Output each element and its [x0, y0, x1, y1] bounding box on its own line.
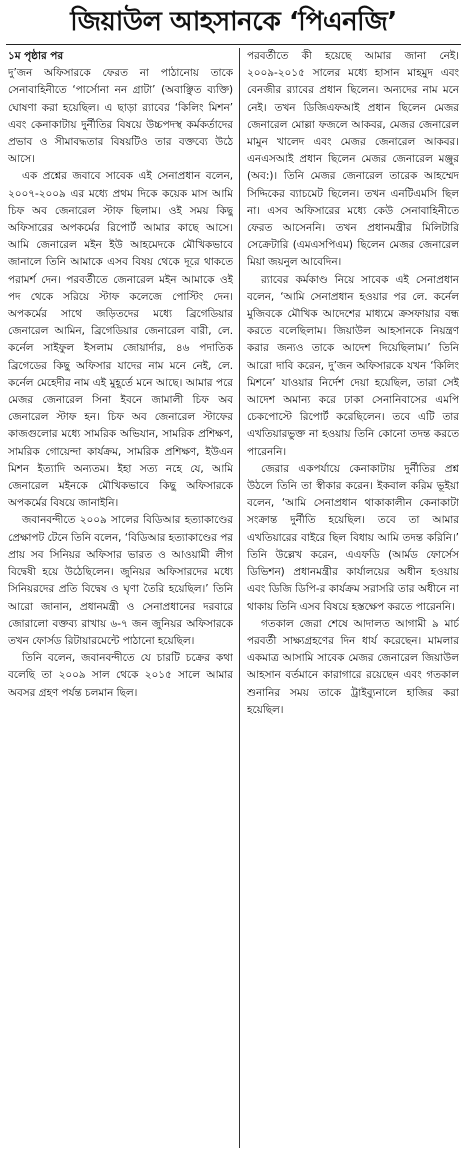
column-divider	[239, 48, 240, 1148]
paragraph: র‍্যাবের কর্মকাণ্ড নিয়ে সাবেক এই সেনাপ্রধান বলেন, ‘আমি সেনাপ্রধান হওয়ার পর লে. কর্নেল মুজিবকে মৌখিক আদেশের মাধ্যমে ক্রসফায়ার বন্ধ করতে বলেছিলাম। জিয়াউল আহসানকে নিয়ন্ত্রণ করার জন্যও তাকে আদেশ দিয়েছিলাম।’ তিনি আরো দাবি করেন, দু’জন অফিসারকে যখন ‘কিলিং মিশনে’ যাওয়ার নির্দেশ দেয়া হয়েছিল, তারা সেই আদেশ অমান্য করে ঢাকা সেনানিবাসের এমপি চেকপোস্টে রিপোর্ট করেছিলেন। তবে এটি তার এখতিয়ারভুক্ত না হওয়ায় তিনি কোনো তদন্ত করতে পারেননি।	[247, 273, 459, 458]
article-column-left	[8, 48, 233, 1153]
paragraph: জবানবন্দীতে ২০০৯ সালের বিডিআর হত্যাকাণ্ডের প্রেক্ষাপট টেনে তিনি বলেন, ‘বিডিআর হত্যাকাণ্ডের পর প্রায় সব সিনিয়র অফিসার ভারত ও আওয়ামী লীগ বিদ্বেষী হয়ে উঠেছিলেন। জুনিয়র অফিসারদের মধ্যে সিনিয়রদের প্রতি বিদ্বেষ ও ঘৃণা তৈরি হয়েছিল।’ তিনি আরো জানান, প্রধানমন্ত্রী ও সেনাপ্রধানের দরবারে জোরালো বক্তব্য রাখায় ৬-৭ জন জুনিয়র অফিসারকে তখন ফোর্সড রিটায়ারমেন্টে পাঠানো হয়েছিল।	[8, 514, 233, 647]
paragraph: গতকাল জেরা শেষে আদালত আগামী ৯ মার্চ পরবর্তী সাক্ষ্যগ্রহণের দিন ধার্য করেছেন। মামলার একমাত্র আসামি সাবেক মেজর জেনারেল জিয়াউল আহসান বর্তমানে কারাগারে রয়েছেন এবং গতকাল শুনানির সময় তাকে ট্রাইব্যুনালে হাজির করা হয়েছিল।	[247, 617, 459, 716]
paragraph	[8, 48, 233, 168]
paragraph: এক প্রশ্নের জবাবে সাবেক এই সেনাপ্রধান বলেন, ২০০৭-২০০৯ এর মধ্যে প্রথম দিকে কয়েক মাস আমি চিফ অব জেনারেল স্টাফ ছিলাম। ওই সময় কিছু অফিসারের অপকর্মের রিপোর্ট আমার কাছে আসে। আমি জেনারেল মইন ইউ আহমেদকে মৌখিকভাবে জানালে তিনি আমাকে এসব বিষয় থেকে দূরে থাকতে পরামর্শ দেন। পরবর্তীতে জেনারেল মইন আমাকে ওই পদ থেকে সরিয়ে স্টাফ কলেজে পোস্টিং দেন। অপকর্মের সাথে জড়িতদের মধ্যে ব্রিগেডিয়ার জেনারেল আমিন, ব্রিগেডিয়ার জেনারেল বারী, লে. কর্নেল সাইফুল ইসলাম জোয়ার্দার, ৪৬ পদাতিক ব্রিগেডের কিছু অফিসার যাদের নাম মনে নেই, লে. কর্নেল মেহেদীর নাম এই মুহূর্তে মনে আছে। আমার পরে মেজর জেনারেল সিনা ইবনে জামালী চিফ অব জেনারেল স্টাফ হন। চিফ অব জেনারেল স্টাফের কাজগুলোর মধ্যে সামরিক অভিযান, সামরিক প্রশিক্ষণ, সামরিক গোয়েন্দা কার্যক্রম, সামরিক প্রশিক্ষণ, ইউএন মিশন ইত্যাদি অন্যতম। ইহা সত্য নহে যে, আমি জেনারেল মইনকে মৌখিকভাবে কিছু অফিসারকে অপকর্মের বিষয়ে জানাইনি।	[8, 170, 233, 510]
headline: জিয়াউল আহসানকে ‘পিএনজি’	[70, 6, 397, 37]
paragraph-text: দু’জন অফিসারকে ফেরত না পাঠানোয় তাকে সেনাবাহিনীতে ‘পার্সোনা নন গ্রাটা’ (অবাঞ্ছিত ব্যক্তি) ঘোষণা করা হয়েছিল। এ ছাড়া র‍্যাবের ‘কিলিং মিশন’ এবং কেনাকাটায় দুর্নীতির বিষয়ে উচ্চপদস্থ কর্মকর্তাদের প্রভাব ও সীমাবদ্ধতার বিষয়টিও তার বক্তব্যে উঠে আসে।	[8, 67, 233, 166]
article-column-right	[247, 48, 459, 1153]
paragraph: তিনি বলেন, জবানবন্দীতে যে চারটি চক্রের কথা বলেছি তা ২০০৯ সাল থেকে ২০১৫ সালে আমার অবসর গ্রহণ পর্যন্ত চলমান ছিল।	[8, 652, 233, 699]
headline-rule	[6, 44, 461, 45]
paragraph: পরবর্তীতে কী হয়েছে আমার জানা নেই। ২০০৯-২০১৫ সালের মধ্যে হাসান মাহমুদ এবং বেনজীর র‍্যাবের প্রধান ছিলেন। অন্যদের নাম মনে নেই। তখন ডিজিএফআই প্রধান ছিলেন মেজর জেনারেল মোল্লা ফজলে আকবর, মেজর জেনারেল মামুন খালেদ এবং মেজর জেনারেল আকবর। এনএসআই প্রধান ছিলেন মেজর জেনারেল মঞ্জুর (অব:)। তিনি মেজর জেনারেল তারেক আহম্মেদ সিদ্দিকের ব্যাচমেট ছিলেন। তখন এনটিএমসি ছিল না। এসব অফিসারের মধ্যে কেউ সেনাবাহিনীতে ফেরত আসেননি। তখন প্রধানমন্ত্রীর মিলিটারি সেক্রেটারি (এমএসপিএম) ছিলেন মেজর জেনারেল মিয়া জয়নুল আবেদিন।	[247, 50, 459, 269]
paragraph: জেরার একপর্যায়ে কেনাকাটায় দুর্নীতির প্রশ্ন উঠলে তিনি তা স্বীকার করেন। ইকবাল করিম ভূইয়া বলেন, ‘আমি সেনাপ্রধান থাকাকালীন কেনাকাটা সংক্রান্ত দুর্নীতি হয়েছিল। তবে তা আমার এখতিয়ারের বাইরে ছিল বিধায় আমি তদন্ত করিনি।’ তিনি উল্লেখ করেন, এএফডি (আর্মড ফোর্সেস ডিভিশন) প্রধানমন্ত্রীর কার্যালয়ের অধীন হওয়ায় এবং ডিজি ডিপি-র কার্যক্রম সরাসরি তার অধীনে না থাকায় তিনি এসব বিষয়ে হস্তক্ষেপ করতে পারেননি।	[247, 462, 459, 613]
continued-label: ১ম পৃষ্ঠার পর	[8, 50, 64, 62]
